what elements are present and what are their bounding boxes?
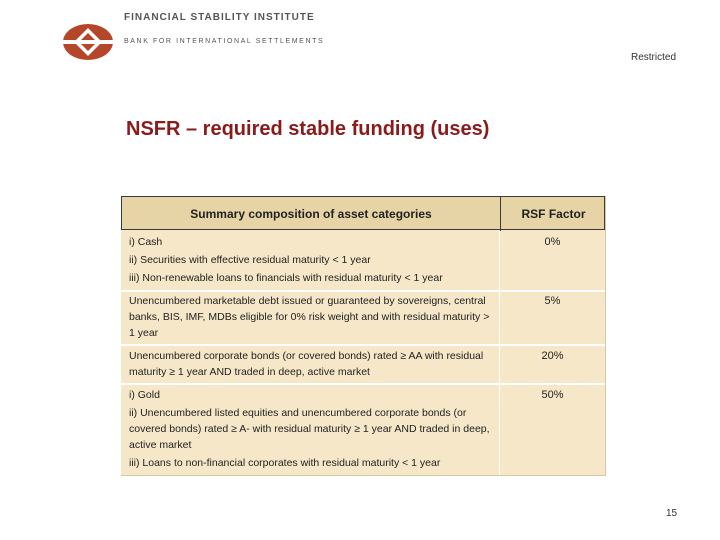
asset-category-cell bbox=[129, 387, 493, 473]
rsf-table bbox=[121, 196, 606, 476]
asset-line: iii) Non-renewable loans to financials with residual maturity < 1 year bbox=[129, 272, 443, 284]
rsf-factor-cell: 20% bbox=[541, 350, 564, 362]
rsf-factor-cell: 50% bbox=[541, 389, 564, 401]
asset-category-cell bbox=[129, 348, 493, 382]
slide-title: NSFR – required stable funding (uses) bbox=[126, 118, 490, 140]
org-name-line2: BANK FOR INTERNATIONAL SETTLEMENTS bbox=[124, 38, 325, 45]
row-separator bbox=[121, 290, 605, 292]
classification-label: Restricted bbox=[630, 52, 676, 63]
header-asset-categories: Summary composition of asset categories bbox=[190, 207, 432, 221]
row-separator bbox=[121, 383, 605, 385]
header-rsf-factor: RSF Factor bbox=[521, 207, 586, 221]
asset-line: i) Cash bbox=[129, 236, 163, 248]
asset-line: i) Gold bbox=[129, 389, 160, 401]
row-separator bbox=[121, 344, 605, 346]
asset-line: Unencumbered corporate bonds (or covered bonds) rated ≥ AA with residual maturity ≥ 1 year AND traded in deep, active market bbox=[129, 350, 484, 378]
asset-category-cell bbox=[129, 234, 493, 288]
asset-line: Unencumbered marketable debt issued or guaranteed by sovereigns, central banks, BIS, IMF, MDBs eligible for 0% risk weight and with residual maturity > 1 year bbox=[129, 295, 490, 339]
rsf-factor-cell: 5% bbox=[544, 295, 561, 307]
org-name-line1: FINANCIAL STABILITY INSTITUTE bbox=[124, 12, 315, 23]
asset-category-cell bbox=[129, 293, 493, 343]
bis-logo-icon bbox=[62, 23, 114, 61]
asset-line: iii) Loans to non-financial corporates with residual maturity < 1 year bbox=[129, 457, 441, 469]
rsf-factor-cell: 0% bbox=[544, 236, 561, 248]
asset-line: ii) Securities with effective residual maturity < 1 year bbox=[129, 254, 371, 266]
asset-line: ii) Unencumbered listed equities and unencumbered corporate bonds (or covered bonds) rated ≥ A- with residual maturity ≥ 1 year AND traded in deep, active market bbox=[129, 407, 490, 451]
table-header bbox=[121, 196, 605, 230]
page-number: 15 bbox=[666, 508, 678, 519]
